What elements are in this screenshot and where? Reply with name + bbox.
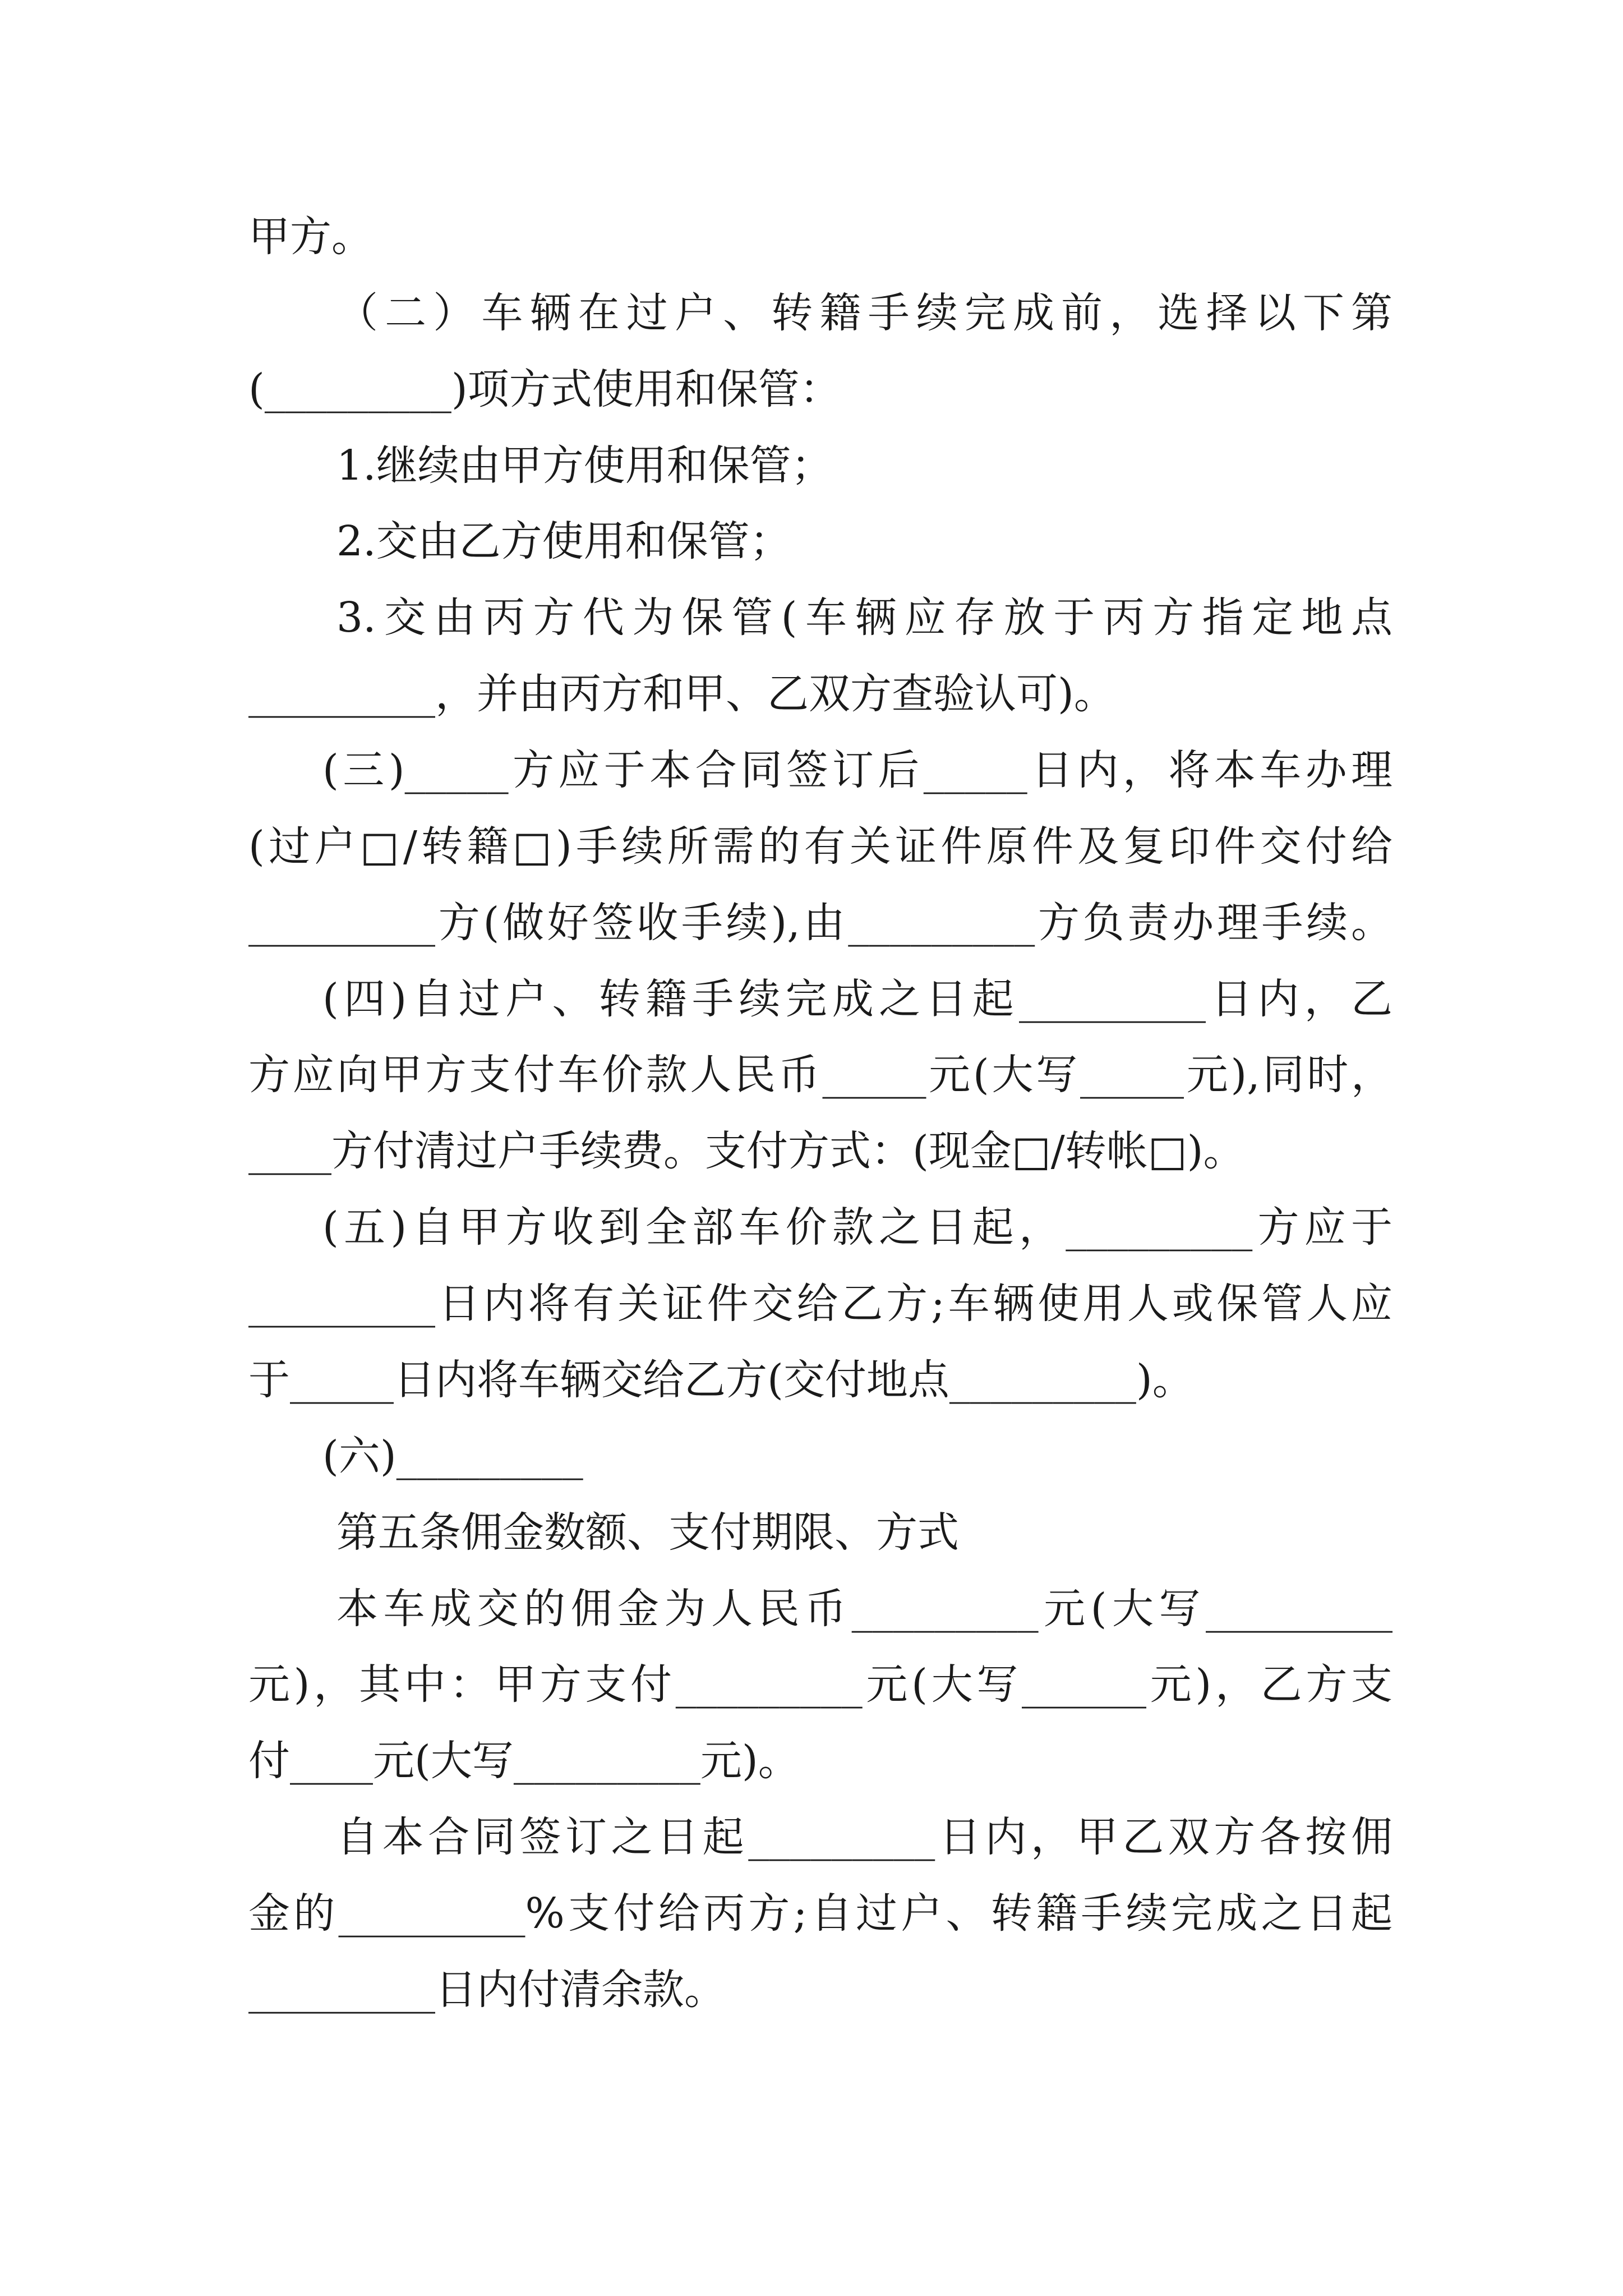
paragraph-line: 金的_________%支付给丙方;自过户、转籍手续完成之日起 [248, 1889, 1393, 1938]
paragraph-line: (过户□/转籍□)手续所需的有关证件原件及复印件交付给 [248, 822, 1393, 871]
paragraph-line: (_________)项方式使用和保管： [248, 365, 841, 413]
paragraph-line: _________日内将有关证件交给乙方;车辆使用人或保管人应 [248, 1280, 1393, 1328]
paragraph-line: _________，并由丙方和甲、乙双方查验认可)。 [248, 670, 1115, 718]
paragraph-line: 方应向甲方支付车价款人民币_____元(大写_____元),同时， [248, 1051, 1393, 1099]
paragraph-line: 付____元(大写_________元)。 [248, 1737, 800, 1785]
list-item: 1.继续由甲方使用和保管； [336, 441, 833, 490]
paragraph-line: 本车成交的佣金为人民币_________元(大写_________ [336, 1585, 1393, 1633]
paragraph-line: (三)_____方应于本合同签订后_____日内，将本车办理 [322, 746, 1393, 794]
paragraph-line: 于_____日内将车辆交给乙方(交付地点_________)。 [248, 1356, 1194, 1404]
paragraph-line: （二）车辆在过户、转籍手续完成前，选择以下第 [336, 289, 1393, 337]
paragraph-line: 自本合同签订之日起_________日内，甲乙双方各按佣 [336, 1813, 1393, 1861]
paragraph-line: 甲方。 [248, 213, 373, 261]
paragraph-line: (六)_________ [322, 1432, 583, 1480]
paragraph-line: (五)自甲方收到全部车价款之日起，_________方应于 [322, 1203, 1393, 1251]
list-item: 2.交由乙方使用和保管； [336, 517, 791, 565]
paragraph-line: _________方(做好签收手续),由_________方负责办理手续。 [248, 899, 1393, 947]
paragraph-line: ____方付清过户手续费。支付方式：(现金□/转帐□)。 [248, 1127, 1245, 1175]
section-heading: 第五条佣金数额、支付期限、方式 [336, 1508, 959, 1557]
paragraph-line: 元)，其中：甲方支付_________元(大写______元)，乙方支 [248, 1660, 1393, 1709]
paragraph-line: _________日内付清余款。 [248, 1966, 726, 2014]
list-item: 3.交由丙方代为保管(车辆应存放于丙方指定地点 [336, 593, 1393, 642]
paragraph-line: (四)自过户、转籍手续完成之日起_________日内，乙 [322, 975, 1393, 1023]
